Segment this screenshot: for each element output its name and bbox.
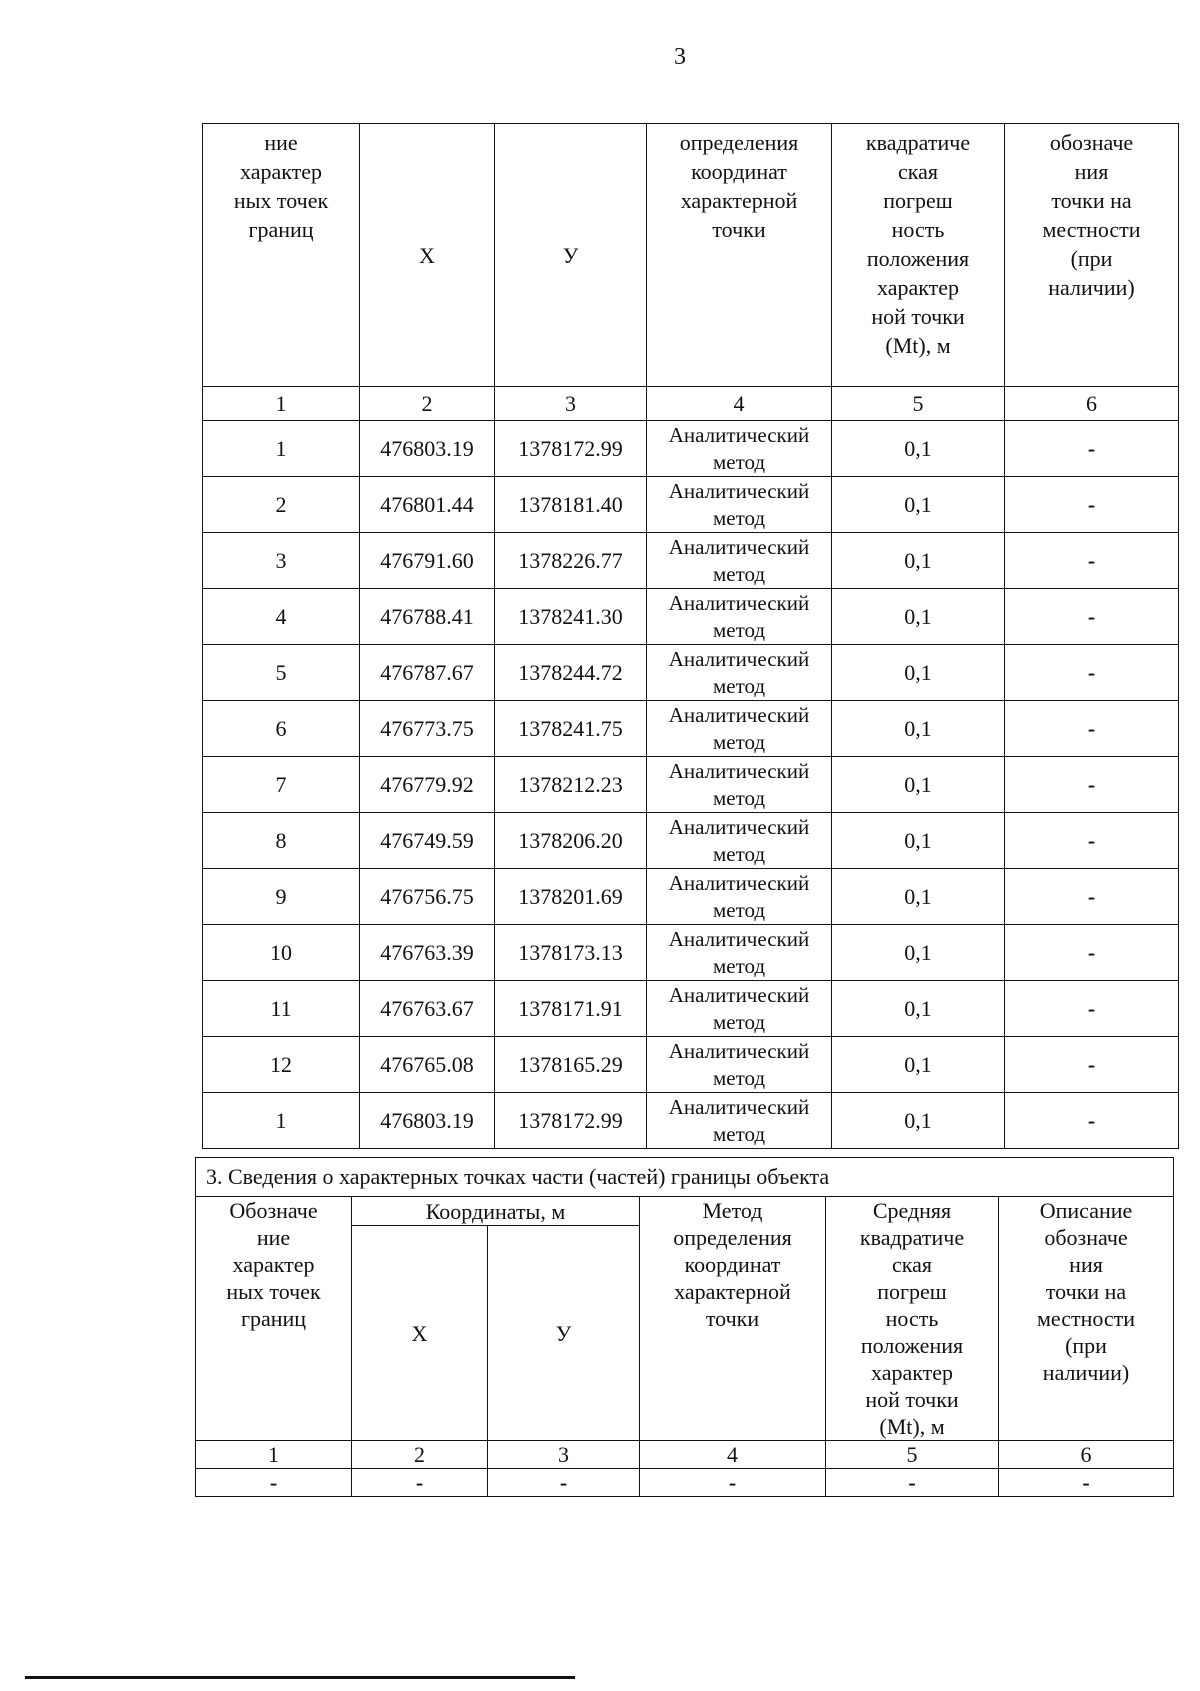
header-x: Х bbox=[352, 1226, 488, 1441]
part-boundary-points-table bbox=[195, 1157, 1174, 1497]
header-method: определения координат характерной точки bbox=[647, 124, 832, 387]
table-row bbox=[203, 1037, 1179, 1093]
header-y: У bbox=[488, 1226, 640, 1441]
table-row bbox=[203, 701, 1179, 757]
point-description: - bbox=[1005, 981, 1179, 1037]
mt-error: 0,1 bbox=[832, 645, 1005, 701]
table-row bbox=[203, 757, 1179, 813]
coord-y: 1378206.20 bbox=[495, 813, 647, 869]
mt-error: 0,1 bbox=[832, 813, 1005, 869]
coord-y: 1378241.30 bbox=[495, 589, 647, 645]
coord-x: 476803.19 bbox=[360, 1093, 495, 1149]
mt-error: 0,1 bbox=[832, 533, 1005, 589]
header-coordinates: Координаты, м bbox=[352, 1197, 640, 1226]
coord-y: 1378201.69 bbox=[495, 869, 647, 925]
table-row bbox=[196, 1469, 1174, 1497]
coord-x: 476763.67 bbox=[360, 981, 495, 1037]
coord-x: 476787.67 bbox=[360, 645, 495, 701]
column-index: 6 bbox=[1005, 387, 1179, 421]
point-description: - bbox=[1005, 813, 1179, 869]
column-index: 5 bbox=[826, 1441, 999, 1469]
column-index: 5 bbox=[832, 387, 1005, 421]
coord-x: 476779.92 bbox=[360, 757, 495, 813]
header-method: Метод определения координат характерной точки bbox=[640, 1197, 826, 1441]
coord-y: 1378172.99 bbox=[495, 1093, 647, 1149]
table-header-row bbox=[203, 124, 1179, 387]
column-index: 3 bbox=[495, 387, 647, 421]
mt-error: 0,1 bbox=[832, 589, 1005, 645]
coord-y: 1378181.40 bbox=[495, 477, 647, 533]
coord-x: 476801.44 bbox=[360, 477, 495, 533]
point-number: 2 bbox=[203, 477, 360, 533]
point-number: 10 bbox=[203, 925, 360, 981]
point-description: - bbox=[1005, 589, 1179, 645]
header-description: Описание обозначе ния точки на местности (при наличии) bbox=[999, 1197, 1174, 1441]
method: Аналитический метод bbox=[647, 869, 832, 925]
column-index: 2 bbox=[352, 1441, 488, 1469]
mt-error: 0,1 bbox=[832, 757, 1005, 813]
coord-x: 476763.39 bbox=[360, 925, 495, 981]
column-index: 3 bbox=[488, 1441, 640, 1469]
method: Аналитический метод bbox=[647, 813, 832, 869]
point-description: - bbox=[1005, 1037, 1179, 1093]
point-number: 1 bbox=[203, 1093, 360, 1149]
point-number: 6 bbox=[203, 701, 360, 757]
coord-y: 1378172.99 bbox=[495, 421, 647, 477]
table-row bbox=[203, 589, 1179, 645]
point-description: - bbox=[1005, 1093, 1179, 1149]
column-index: 4 bbox=[640, 1441, 826, 1469]
footer-divider bbox=[25, 1676, 575, 1679]
coord-y: 1378244.72 bbox=[495, 645, 647, 701]
mt-error: 0,1 bbox=[832, 1037, 1005, 1093]
section-title-row bbox=[196, 1158, 1174, 1197]
coord-x: 476803.19 bbox=[360, 421, 495, 477]
table-row bbox=[203, 477, 1179, 533]
mt-error: 0,1 bbox=[832, 981, 1005, 1037]
column-index-row bbox=[196, 1441, 1174, 1469]
method: Аналитический метод bbox=[647, 589, 832, 645]
empty-cell: - bbox=[826, 1469, 999, 1497]
coord-y: 1378212.23 bbox=[495, 757, 647, 813]
header-point-designation: Обозначе ние характер ных точек границ bbox=[196, 1197, 352, 1441]
coord-x: 476756.75 bbox=[360, 869, 495, 925]
method: Аналитический метод bbox=[647, 477, 832, 533]
column-index-row bbox=[203, 387, 1179, 421]
header-error: квадратиче ская погреш ность положения характер ной точки (Mt), м bbox=[832, 124, 1005, 387]
coord-y: 1378171.91 bbox=[495, 981, 647, 1037]
mt-error: 0,1 bbox=[832, 925, 1005, 981]
point-number: 5 bbox=[203, 645, 360, 701]
point-number: 4 bbox=[203, 589, 360, 645]
characteristic-points-table bbox=[202, 123, 1179, 1149]
coord-x: 476749.59 bbox=[360, 813, 495, 869]
point-number: 11 bbox=[203, 981, 360, 1037]
page-number: 3 bbox=[674, 44, 686, 70]
table-row bbox=[203, 645, 1179, 701]
empty-cell: - bbox=[196, 1469, 352, 1497]
method: Аналитический метод bbox=[647, 421, 832, 477]
point-number: 3 bbox=[203, 533, 360, 589]
point-number: 1 bbox=[203, 421, 360, 477]
method: Аналитический метод bbox=[647, 981, 832, 1037]
point-description: - bbox=[1005, 925, 1179, 981]
coord-y: 1378173.13 bbox=[495, 925, 647, 981]
coord-x: 476788.41 bbox=[360, 589, 495, 645]
coord-x: 476791.60 bbox=[360, 533, 495, 589]
method: Аналитический метод bbox=[647, 1037, 832, 1093]
point-number: 8 bbox=[203, 813, 360, 869]
table-row bbox=[203, 533, 1179, 589]
mt-error: 0,1 bbox=[832, 477, 1005, 533]
empty-cell: - bbox=[640, 1469, 826, 1497]
column-index: 6 bbox=[999, 1441, 1174, 1469]
coord-y: 1378165.29 bbox=[495, 1037, 647, 1093]
table-header-row bbox=[196, 1197, 1174, 1226]
method: Аналитический метод bbox=[647, 925, 832, 981]
header-x: Х bbox=[360, 124, 495, 387]
mt-error: 0,1 bbox=[832, 869, 1005, 925]
table-row bbox=[203, 869, 1179, 925]
table-row bbox=[203, 925, 1179, 981]
header-point-designation: ние характер ных точек границ bbox=[203, 124, 360, 387]
point-number: 12 bbox=[203, 1037, 360, 1093]
header-error: Средняя квадратиче ская погреш ность положения характер ной точки (Mt), м bbox=[826, 1197, 999, 1441]
point-description: - bbox=[1005, 757, 1179, 813]
point-description: - bbox=[1005, 533, 1179, 589]
mt-error: 0,1 bbox=[832, 421, 1005, 477]
method: Аналитический метод bbox=[647, 1093, 832, 1149]
point-description: - bbox=[1005, 477, 1179, 533]
empty-cell: - bbox=[488, 1469, 640, 1497]
table-row bbox=[203, 421, 1179, 477]
coord-y: 1378226.77 bbox=[495, 533, 647, 589]
method: Аналитический метод bbox=[647, 645, 832, 701]
point-description: - bbox=[1005, 421, 1179, 477]
empty-cell: - bbox=[352, 1469, 488, 1497]
coord-y: 1378241.75 bbox=[495, 701, 647, 757]
point-number: 9 bbox=[203, 869, 360, 925]
point-number: 7 bbox=[203, 757, 360, 813]
coord-x: 476773.75 bbox=[360, 701, 495, 757]
empty-cell: - bbox=[999, 1469, 1174, 1497]
column-index: 1 bbox=[196, 1441, 352, 1469]
point-description: - bbox=[1005, 701, 1179, 757]
column-index: 1 bbox=[203, 387, 360, 421]
mt-error: 0,1 bbox=[832, 701, 1005, 757]
coord-x: 476765.08 bbox=[360, 1037, 495, 1093]
table-row bbox=[203, 813, 1179, 869]
point-description: - bbox=[1005, 869, 1179, 925]
column-index: 2 bbox=[360, 387, 495, 421]
table-row bbox=[203, 1093, 1179, 1149]
section-title: 3. Сведения о характерных точках части (частей) границы объекта bbox=[196, 1158, 1174, 1197]
table-row bbox=[203, 981, 1179, 1037]
point-description: - bbox=[1005, 645, 1179, 701]
column-index: 4 bbox=[647, 387, 832, 421]
header-description: обозначе ния точки на местности (при наличии) bbox=[1005, 124, 1179, 387]
method: Аналитический метод bbox=[647, 701, 832, 757]
header-y: У bbox=[495, 124, 647, 387]
method: Аналитический метод bbox=[647, 757, 832, 813]
method: Аналитический метод bbox=[647, 533, 832, 589]
mt-error: 0,1 bbox=[832, 1093, 1005, 1149]
